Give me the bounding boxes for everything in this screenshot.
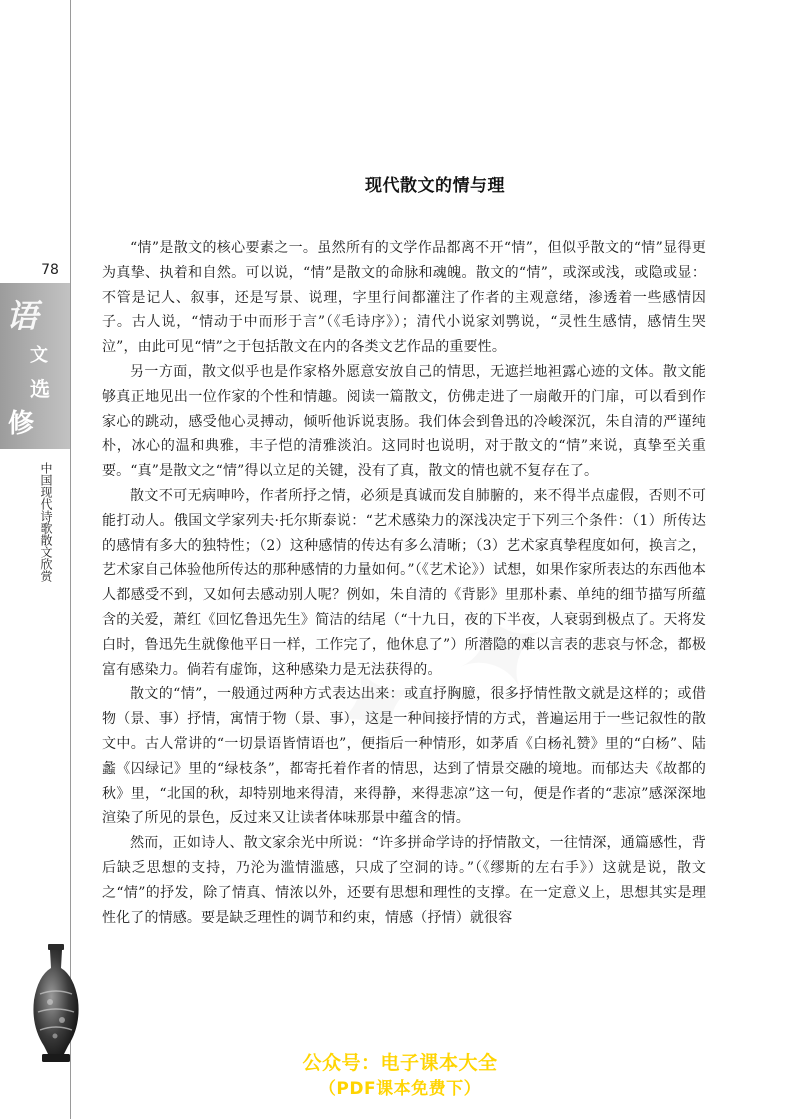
series-char-xiu: 修 bbox=[8, 409, 35, 439]
footer-promo-line1: 公众号：电子课本大全 bbox=[302, 1052, 498, 1074]
series-char-wen: 文 bbox=[30, 345, 48, 366]
book-title-vertical: 中国现代诗歌散文欣赏 bbox=[39, 462, 53, 582]
series-char-xuan: 选 bbox=[30, 377, 50, 401]
series-side-tab bbox=[0, 283, 70, 449]
article-paragraph: 另一方面，散文似乎也是作家格外愿意安放自己的情思，无遮拦地袒露心迹的文体。散文能够真正地见出一位作家的个性和情趣。阅读一篇散文，仿佛走进了一扇敞开的门扉，可以看到作家心的跳动，感受他心灵搏动，倾听他诉说衷肠。我们体会到鲁迅的冷峻深沉，朱自清的严谨纯朴，冰心的温和典雅，丰子恺的清雅淡泊。这同时也说明，对于散文的“情”来说，真挚至关重要。“真”是散文之“情”得以立足的关键，没有了真，散文的情也就不复存在了。 bbox=[102, 363, 706, 480]
article-title: 现代散文的情与理 bbox=[365, 176, 505, 197]
article-paragraph: 然而，正如诗人、散文家余光中所说：“许多拼命学诗的抒情散文，一往情深，通篇感性，背后缺乏思想的支持，乃沦为滥情滥感，只成了空洞的诗。”（《缪斯的左右手》）这就是说，散文之“情”的抒发，除了情真、情浓以外，还要有思想和理性的支撑。在一定意义上，思想其实是理性化了的情感。要是缺乏理性的调节和约束，情感（抒情）就很容 bbox=[102, 835, 706, 926]
vase-icon bbox=[28, 942, 84, 1064]
article-paragraph: 散文不可无病呻吟，作者所抒之情，必须是真诚而发自肺腑的，来不得半点虚假，否则不可能打动人。俄国文学家列夫·托尔斯泰说：“艺术感染力的深浅决定于下列三个条件：（1）所传达的感情有多大的独特性；（2）这种感情的传达有多么清晰；（3）艺术家真挚程度如何，换言之，艺术家自己体验他所传达的那种感情的力量如何。”（《艺术论》）试想，如果作家所表达的东西他本人都感受不到，又如何去感动别人呢？例如，朱自清的《背影》里那朴素、单纯的细节描写所蕴含的关爱，萧红《回忆鲁迅先生》简洁的结尾（“十九日，夜的下半夜，人衰弱到极点了。天将发白时，鲁迅先生就像他平日一样，工作完了，他休息了”）所潜隐的难以言表的悲哀与怀念，都极富有感染力。倘若有虚饰，这种感染力是无法获得的。 bbox=[102, 487, 706, 678]
page-number: 78 bbox=[41, 262, 59, 278]
article-body bbox=[102, 236, 706, 930]
article-paragraph: “情”是散文的核心要素之一。虽然所有的文学作品都离不开“情”，但似乎散文的“情”显得更为真挚、执着和自然。可以说，“情”是散文的命脉和魂魄。散文的“情”，或深或浅，或隐或显：不管是记人、叙事，还是写景、说理，字里行间都灌注了作者的主观意绪，渗透着一些感情因子。古人说，“情动于中而形于言”（《毛诗序》）；清代小说家刘鹗说，“灵性生感情，感情生哭泣”，由此可见“情”之于包括散文在内的各类文艺作品的重要性。 bbox=[102, 240, 706, 356]
article-paragraph: 散文的“情”，一般通过两种方式表达出来：或直抒胸臆，很多抒情性散文就是这样的；或借物（景、事）抒情，寓情于物（景、事），这是一种间接抒情的方式，普遍运用于一些记叙性的散文中。古人常讲的“一切景语皆情语也”，便指后一种情形，如茅盾《白杨礼赞》里的“白杨”、陆蠡《囚绿记》里的“绿枝条”，都寄托着作者的情思，达到了情景交融的境地。而郁达夫《故都的秋》里，“北国的秋，却特别地来得清，来得静，来得悲凉”这一句，便是作者的“悲凉”感深深地渲染了所见的景色，反过来又让读者体味那景中蕴含的情。 bbox=[102, 686, 706, 827]
footer-promo-line2: （PDF课本免费下） bbox=[318, 1079, 482, 1099]
series-char-yu: 语 bbox=[6, 297, 39, 335]
